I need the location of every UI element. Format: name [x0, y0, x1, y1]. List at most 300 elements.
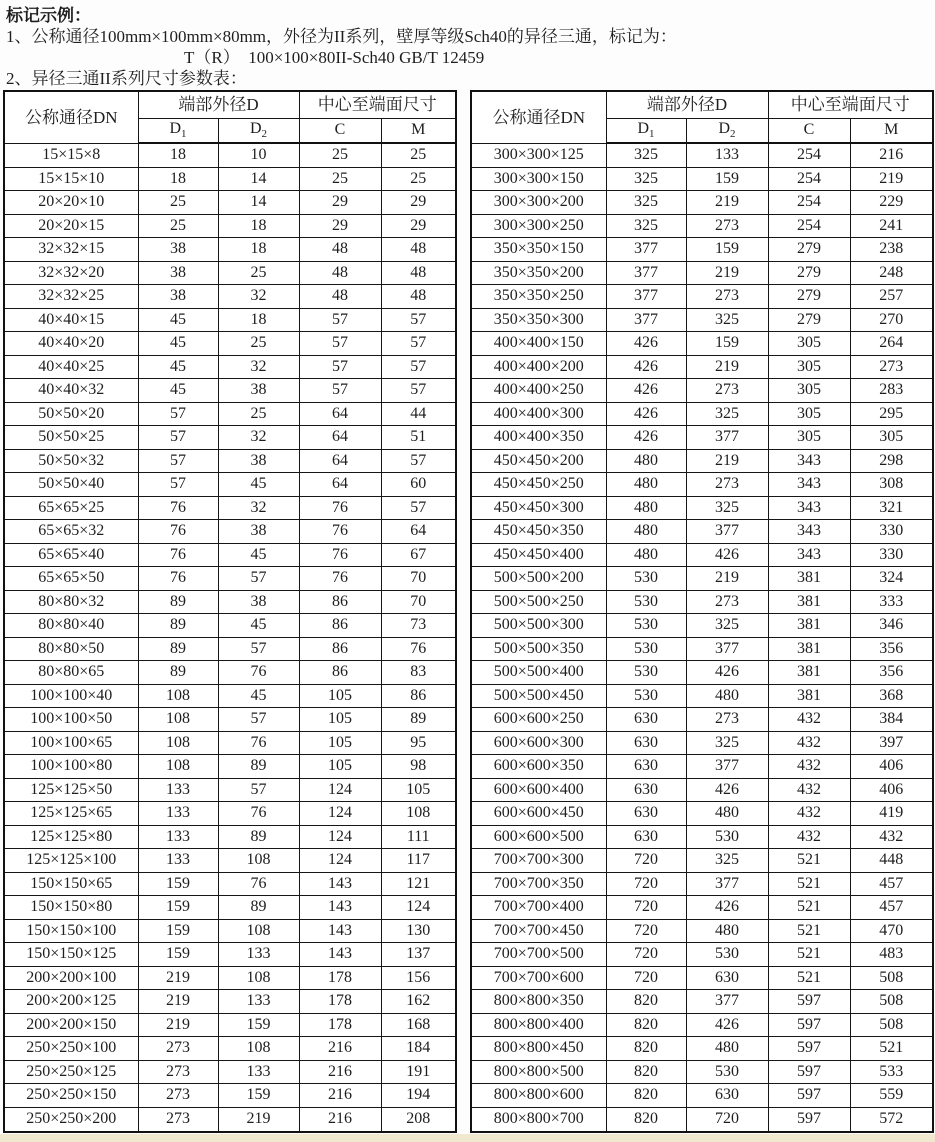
table-cell: 15×15×8: [4, 143, 138, 167]
page-bottom-margin: [0, 1134, 935, 1142]
table-cell: 700×700×400: [471, 896, 606, 920]
table-cell: 250×250×150: [4, 1084, 138, 1108]
table-cell: 381: [768, 614, 850, 638]
table-cell: 219: [686, 191, 768, 215]
table-cell: 432: [850, 825, 933, 849]
table-cell: 159: [686, 167, 768, 191]
dimension-table-left: [3, 90, 457, 1133]
table-row: [471, 520, 933, 544]
table-cell: 450×450×300: [471, 496, 606, 520]
col-header-d2: [218, 118, 299, 143]
table-cell: 25: [218, 261, 299, 285]
table-cell: 216: [299, 1107, 381, 1132]
table-cell: 480: [686, 919, 768, 943]
table-row: [471, 261, 933, 285]
table-cell: 65×65×40: [4, 543, 138, 567]
table-cell: 720: [686, 1107, 768, 1132]
table-cell: 125×125×80: [4, 825, 138, 849]
table-cell: 108: [138, 755, 218, 779]
table-cell: 330: [850, 543, 933, 567]
table-cell: 25: [218, 332, 299, 356]
table-cell: 15×15×10: [4, 167, 138, 191]
table-cell: 40×40×20: [4, 332, 138, 356]
table-cell: 530: [606, 637, 686, 661]
table-cell: 325: [686, 308, 768, 332]
col-header-m: M: [381, 118, 456, 143]
table-cell: 133: [218, 990, 299, 1014]
table-cell: 377: [686, 990, 768, 1014]
table-row: [471, 191, 933, 215]
table-cell: 25: [299, 167, 381, 191]
table-cell: 630: [606, 778, 686, 802]
table-row: [471, 708, 933, 732]
table-cell: 121: [381, 872, 456, 896]
table-cell: 533: [850, 1060, 933, 1084]
table-cell: 480: [606, 520, 686, 544]
table-cell: 350×350×250: [471, 285, 606, 309]
table-cell: 80×80×65: [4, 661, 138, 685]
table-row: [4, 355, 456, 379]
table-cell: 70: [381, 590, 456, 614]
table-cell: 820: [606, 1013, 686, 1037]
table-cell: 450×450×400: [471, 543, 606, 567]
table-row: [471, 214, 933, 238]
table-row: [4, 614, 456, 638]
table-cell: 48: [381, 285, 456, 309]
table-cell: 219: [138, 990, 218, 1014]
table-cell: 426: [606, 355, 686, 379]
table-cell: 159: [138, 896, 218, 920]
table-cell: 400×400×300: [471, 402, 606, 426]
table-cell: 426: [686, 543, 768, 567]
table-cell: 29: [381, 214, 456, 238]
table-cell: 630: [686, 1084, 768, 1108]
table-cell: 300×300×200: [471, 191, 606, 215]
table-cell: 241: [850, 214, 933, 238]
table-cell: 500×500×400: [471, 661, 606, 685]
table-row: [471, 919, 933, 943]
table-row: [471, 825, 933, 849]
table-cell: 273: [138, 1060, 218, 1084]
table-cell: 254: [768, 191, 850, 215]
table-cell: 720: [606, 872, 686, 896]
table-cell: 273: [850, 355, 933, 379]
table-cell: 57: [299, 308, 381, 332]
table-row: [4, 778, 456, 802]
table-cell: 67: [381, 543, 456, 567]
table-cell: 51: [381, 426, 456, 450]
table-cell: 295: [850, 402, 933, 426]
table-cell: 219: [686, 449, 768, 473]
table-row: [471, 332, 933, 356]
marking-designation: T（R） 100×100×80II-Sch40 GB/T 12459: [184, 48, 485, 67]
table-cell: 48: [381, 238, 456, 262]
table-row: [4, 285, 456, 309]
table-cell: 356: [850, 661, 933, 685]
table-cell: 700×700×350: [471, 872, 606, 896]
table-cell: 100×100×50: [4, 708, 138, 732]
table-row: [471, 473, 933, 497]
table-cell: 38: [218, 379, 299, 403]
table-cell: 45: [138, 308, 218, 332]
table-cell: 178: [299, 990, 381, 1014]
table-row: [4, 943, 456, 967]
table-cell: 125×125×100: [4, 849, 138, 873]
table-cell: 143: [299, 896, 381, 920]
table-cell: 76: [138, 543, 218, 567]
table-cell: 150×150×80: [4, 896, 138, 920]
table-row: [4, 684, 456, 708]
table-cell: 406: [850, 778, 933, 802]
table-cell: 60: [381, 473, 456, 497]
table-row: [4, 637, 456, 661]
table-cell: 50×50×32: [4, 449, 138, 473]
table-cell: 117: [381, 849, 456, 873]
table-cell: 381: [768, 661, 850, 685]
table-cell: 76: [218, 802, 299, 826]
table-cell: 597: [768, 1107, 850, 1132]
table-cell: 426: [606, 379, 686, 403]
table-cell: 159: [686, 332, 768, 356]
table-cell: 521: [768, 919, 850, 943]
table-cell: 216: [850, 143, 933, 167]
table-cell: 76: [218, 731, 299, 755]
table-row: [4, 261, 456, 285]
table-row: [4, 543, 456, 567]
table-cell: 448: [850, 849, 933, 873]
table-cell: 44: [381, 402, 456, 426]
table-row: [4, 731, 456, 755]
table-cell: 426: [606, 426, 686, 450]
table-cell: 32×32×25: [4, 285, 138, 309]
table-row: [4, 238, 456, 262]
table-row: [471, 990, 933, 1014]
table-cell: 133: [218, 1060, 299, 1084]
table-cell: 108: [138, 684, 218, 708]
table-cell: 426: [606, 332, 686, 356]
table-cell: 191: [381, 1060, 456, 1084]
table-cell: 426: [606, 402, 686, 426]
table-cell: 89: [381, 708, 456, 732]
table-cell: 125×125×65: [4, 802, 138, 826]
table-cell: 597: [768, 1013, 850, 1037]
table-cell: 108: [218, 919, 299, 943]
table-cell: 57: [218, 567, 299, 591]
table-cell: 324: [850, 567, 933, 591]
table-cell: 10: [218, 143, 299, 167]
table-cell: 820: [606, 990, 686, 1014]
table-cell: 64: [381, 520, 456, 544]
table-cell: 18: [218, 238, 299, 262]
table-row: [4, 1084, 456, 1108]
table-cell: 57: [299, 355, 381, 379]
table-cell: 100×100×80: [4, 755, 138, 779]
table-cell: 397: [850, 731, 933, 755]
table-cell: 57: [381, 308, 456, 332]
table-cell: 124: [299, 778, 381, 802]
table-cell: 29: [299, 214, 381, 238]
table-cell: 343: [768, 496, 850, 520]
table-cell: 50×50×40: [4, 473, 138, 497]
table-cell: 820: [606, 1060, 686, 1084]
table-cell: 108: [381, 802, 456, 826]
table-cell: 480: [606, 543, 686, 567]
table-row: [471, 567, 933, 591]
table-cell: 432: [768, 755, 850, 779]
table-cell: 330: [850, 520, 933, 544]
table-cell: 20×20×10: [4, 191, 138, 215]
table-cell: 450×450×250: [471, 473, 606, 497]
table-cell: 200×200×100: [4, 966, 138, 990]
table-cell: 57: [381, 449, 456, 473]
table-cell: 700×700×600: [471, 966, 606, 990]
table-row: [4, 214, 456, 238]
table-cell: 40×40×32: [4, 379, 138, 403]
table-cell: 480: [686, 1037, 768, 1061]
table-cell: 720: [606, 849, 686, 873]
table-row: [4, 1107, 456, 1132]
table-cell: 530: [686, 943, 768, 967]
table-row: [471, 872, 933, 896]
table-cell: 216: [299, 1060, 381, 1084]
table-row: [4, 755, 456, 779]
table-cell: 450×450×200: [471, 449, 606, 473]
table-cell: 150×150×100: [4, 919, 138, 943]
table-cell: 300×300×125: [471, 143, 606, 167]
table-cell: 283: [850, 379, 933, 403]
table-cell: 162: [381, 990, 456, 1014]
table-row: [4, 379, 456, 403]
table-cell: 254: [768, 214, 850, 238]
table-cell: 133: [686, 143, 768, 167]
table-cell: 273: [686, 590, 768, 614]
d1-subscript: 1: [181, 127, 187, 140]
table-cell: 50×50×25: [4, 426, 138, 450]
table-cell: 32: [218, 355, 299, 379]
table-cell: 597: [768, 1037, 850, 1061]
d2-label: D: [249, 119, 262, 137]
table-cell: 521: [768, 872, 850, 896]
table-cell: 559: [850, 1084, 933, 1108]
table-row: [4, 449, 456, 473]
table-cell: 89: [218, 825, 299, 849]
table-cell: 254: [768, 167, 850, 191]
table-cell: 432: [768, 778, 850, 802]
table-cell: 480: [686, 684, 768, 708]
table-cell: 480: [606, 496, 686, 520]
table-cell: 32: [218, 426, 299, 450]
table-cell: 80×80×40: [4, 614, 138, 638]
table-cell: 356: [850, 637, 933, 661]
table-cell: 65×65×25: [4, 496, 138, 520]
table-cell: 720: [606, 919, 686, 943]
table-cell: 426: [686, 896, 768, 920]
table-cell: 377: [686, 637, 768, 661]
table-cell: 600×600×350: [471, 755, 606, 779]
table-cell: 219: [138, 1013, 218, 1037]
table-cell: 264: [850, 332, 933, 356]
table-cell: 48: [299, 238, 381, 262]
table-cell: 86: [299, 637, 381, 661]
table-row: [471, 590, 933, 614]
table-body-right: [471, 143, 933, 1132]
table-cell: 500×500×200: [471, 567, 606, 591]
table-cell: 105: [299, 708, 381, 732]
table-cell: 38: [218, 449, 299, 473]
table-row: [471, 379, 933, 403]
table-cell: 600×600×500: [471, 825, 606, 849]
table-cell: 29: [381, 191, 456, 215]
table-row: [471, 449, 933, 473]
table-cell: 377: [686, 426, 768, 450]
table-cell: 86: [381, 684, 456, 708]
table-cell: 279: [768, 238, 850, 262]
col-header-dn: 公称通径DN: [471, 91, 606, 143]
col-header-d1: [138, 118, 218, 143]
table-cell: 521: [850, 1037, 933, 1061]
d2-subscript: 2: [730, 127, 736, 140]
table-cell: 65×65×32: [4, 520, 138, 544]
table-cell: 18: [138, 167, 218, 191]
table-cell: 305: [768, 379, 850, 403]
table-cell: 86: [299, 590, 381, 614]
table-cell: 483: [850, 943, 933, 967]
table-cell: 333: [850, 590, 933, 614]
table-cell: 521: [768, 849, 850, 873]
table-cell: 25: [299, 143, 381, 167]
table-cell: 105: [299, 755, 381, 779]
table-cell: 86: [299, 661, 381, 685]
table-cell: 384: [850, 708, 933, 732]
table-cell: 480: [606, 449, 686, 473]
table-cell: 159: [218, 1013, 299, 1037]
table-cell: 105: [299, 684, 381, 708]
table-cell: 500×500×450: [471, 684, 606, 708]
table-row: [4, 332, 456, 356]
table-cell: 346: [850, 614, 933, 638]
table-cell: 400×400×150: [471, 332, 606, 356]
table-cell: 159: [138, 943, 218, 967]
table-cell: 38: [138, 261, 218, 285]
table-cell: 89: [218, 896, 299, 920]
table-row: [471, 802, 933, 826]
table-cell: 820: [606, 1107, 686, 1132]
table-cell: 630: [606, 825, 686, 849]
table-cell: 426: [686, 778, 768, 802]
table-cell: 108: [218, 849, 299, 873]
table-cell: 273: [686, 379, 768, 403]
table-row: [4, 1037, 456, 1061]
table-cell: 248: [850, 261, 933, 285]
table-cell: 305: [768, 426, 850, 450]
table-cell: 57: [138, 426, 218, 450]
table-cell: 20×20×15: [4, 214, 138, 238]
table-cell: 219: [686, 567, 768, 591]
table-cell: 25: [218, 402, 299, 426]
table-row: [471, 637, 933, 661]
table-row: [4, 1013, 456, 1037]
dimension-tables: [3, 90, 934, 1133]
table-row: [4, 966, 456, 990]
table-cell: 76: [218, 661, 299, 685]
table-cell: 64: [299, 449, 381, 473]
table-cell: 48: [299, 261, 381, 285]
table-row: [471, 426, 933, 450]
table-cell: 18: [138, 143, 218, 167]
col-header-d1: [606, 118, 686, 143]
table-caption: 2、异径三通II系列尺寸参数表：: [6, 69, 247, 88]
table-cell: 350×350×300: [471, 308, 606, 332]
table-cell: 508: [850, 966, 933, 990]
table-cell: 48: [381, 261, 456, 285]
table-cell: 156: [381, 966, 456, 990]
table-cell: 426: [686, 661, 768, 685]
table-cell: 38: [218, 520, 299, 544]
table-cell: 800×800×700: [471, 1107, 606, 1132]
table-cell: 377: [606, 285, 686, 309]
table-cell: 108: [218, 1037, 299, 1061]
table-cell: 470: [850, 919, 933, 943]
table-cell: 350×350×200: [471, 261, 606, 285]
table-cell: 89: [218, 755, 299, 779]
table-cell: 14: [218, 191, 299, 215]
table-row: [471, 1037, 933, 1061]
col-header-c: C: [299, 118, 381, 143]
table-cell: 57: [381, 379, 456, 403]
table-cell: 350×350×150: [471, 238, 606, 262]
table-cell: 216: [299, 1037, 381, 1061]
table-cell: 133: [138, 825, 218, 849]
table-cell: 98: [381, 755, 456, 779]
table-cell: 597: [768, 1084, 850, 1108]
table-row: [471, 1084, 933, 1108]
table-cell: 159: [686, 238, 768, 262]
table-cell: 40×40×25: [4, 355, 138, 379]
table-row: [4, 708, 456, 732]
table-cell: 76: [299, 496, 381, 520]
table-cell: 343: [768, 520, 850, 544]
table-row: [471, 684, 933, 708]
table-cell: 143: [299, 872, 381, 896]
table-cell: 530: [606, 614, 686, 638]
table-cell: 343: [768, 473, 850, 497]
table-row: [471, 285, 933, 309]
table-cell: 300×300×250: [471, 214, 606, 238]
table-row: [4, 567, 456, 591]
table-cell: 133: [138, 849, 218, 873]
table-cell: 432: [768, 708, 850, 732]
table-row: [4, 191, 456, 215]
table-cell: 457: [850, 896, 933, 920]
table-cell: 530: [606, 661, 686, 685]
table-cell: 57: [299, 332, 381, 356]
marking-example-title: 标记示例：: [6, 6, 91, 25]
table-cell: 45: [138, 332, 218, 356]
table-row: [471, 543, 933, 567]
table-cell: 325: [686, 402, 768, 426]
table-cell: 630: [606, 708, 686, 732]
table-cell: 800×800×350: [471, 990, 606, 1014]
table-cell: 133: [218, 943, 299, 967]
table-cell: 500×500×250: [471, 590, 606, 614]
table-cell: 108: [138, 731, 218, 755]
table-cell: 208: [381, 1107, 456, 1132]
table-cell: 124: [299, 849, 381, 873]
dimension-table-right: [470, 90, 934, 1133]
table-body-left: [4, 143, 456, 1132]
table-cell: 308: [850, 473, 933, 497]
d1-label: D: [637, 119, 650, 137]
